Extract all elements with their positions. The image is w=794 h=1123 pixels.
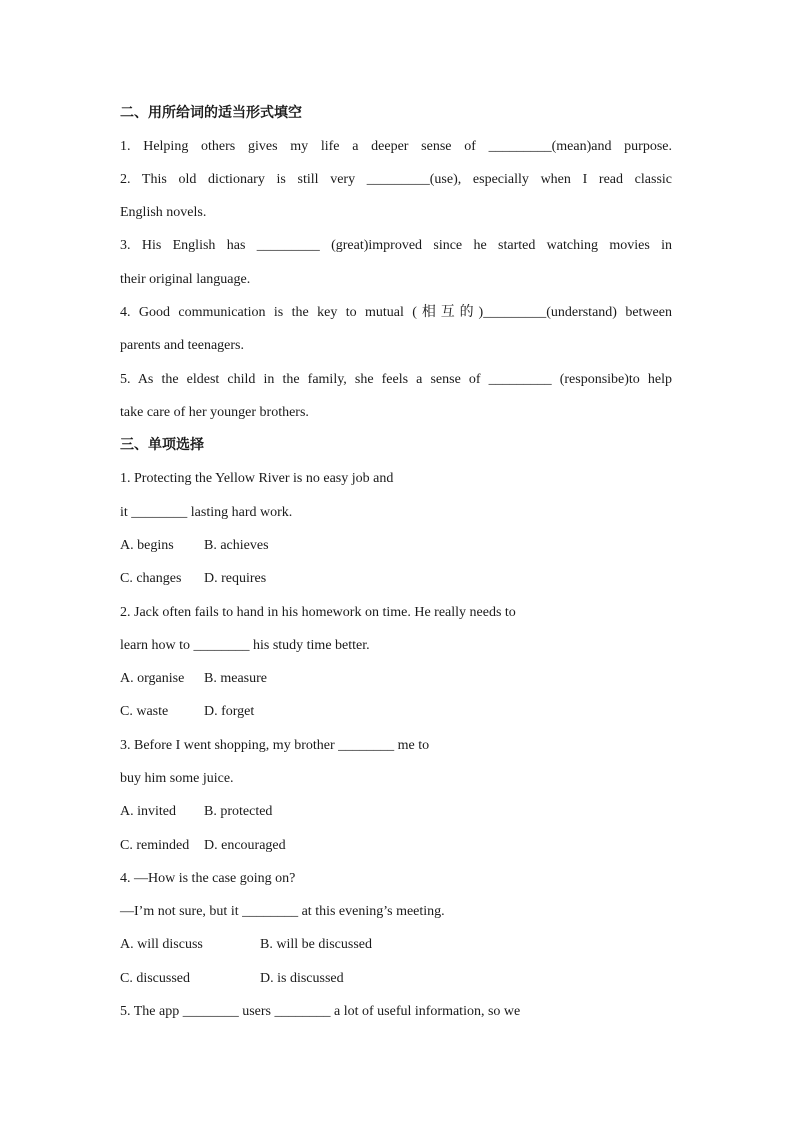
choice-question-2-option-a: A. organise <box>120 671 185 686</box>
section-heading-multiple-choice: 三、单项选择 <box>120 437 204 453</box>
choice-question-4-option-d: D. is discussed <box>260 971 344 986</box>
choice-question-1-option-d: D. requires <box>204 571 267 586</box>
choice-question-3-option-a: A. invited <box>120 804 176 819</box>
choice-question-4-option-c: C. discussed <box>120 971 190 986</box>
fill-question-3-line-2: their original language. <box>120 272 251 287</box>
choice-question-1-line-2: it ________ lasting hard work. <box>120 505 293 520</box>
fill-question-4-line-2: parents and teenagers. <box>120 338 244 353</box>
fill-question-5-line-1: 5. As the eldest child in the family, she feels a sense of _________ (responsibe)to help <box>120 372 672 387</box>
fill-question-4-line-1: 4. Good communication is the key to mutual (相互的)_________(understand) between <box>120 305 672 320</box>
choice-question-3-line-1: 3. Before I went shopping, my brother ________ me to <box>120 738 430 753</box>
fill-question-5-line-2: take care of her younger brothers. <box>120 405 309 420</box>
choice-question-2-line-2: learn how to ________ his study time better. <box>120 638 370 653</box>
fill-question-2-line-1: 2. This old dictionary is still very _________(use), especially when I read classic <box>120 172 672 187</box>
fill-question-3-line-1: 3. His English has _________ (great)improved since he started watching movies in <box>120 238 672 253</box>
choice-question-2-option-d: D. forget <box>204 704 255 719</box>
choice-question-3-option-c: C. reminded <box>120 838 190 853</box>
choice-question-1-option-b: B. achieves <box>204 538 269 553</box>
choice-question-3-line-2: buy him some juice. <box>120 771 234 786</box>
choice-question-5-line-1: 5. The app ________ users ________ a lot of useful information, so we <box>120 1004 521 1019</box>
choice-question-2-line-1: 2. Jack often fails to hand in his homework on time. He really needs to <box>120 605 516 620</box>
choice-question-3-option-b: B. protected <box>204 804 273 819</box>
choice-question-4-option-a: A. will discuss <box>120 937 203 952</box>
choice-question-2-option-b: B. measure <box>204 671 267 686</box>
fill-question-2-line-2: English novels. <box>120 205 207 220</box>
section-heading-fill-in: 二、用所给词的适当形式填空 <box>120 105 302 121</box>
choice-question-4-option-b: B. will be discussed <box>260 937 372 952</box>
choice-question-1-option-a: A. begins <box>120 538 174 553</box>
choice-question-4-line-1: 4. —How is the case going on? <box>120 871 296 886</box>
choice-question-2-option-c: C. waste <box>120 704 169 719</box>
choice-question-1-line-1: 1. Protecting the Yellow River is no easy job and <box>120 471 394 486</box>
fill-question-1: 1. Helping others gives my life a deeper sense of _________(mean)and purpose. <box>120 139 672 154</box>
choice-question-3-option-d: D. encouraged <box>204 838 286 853</box>
choice-question-1-option-c: C. changes <box>120 571 182 586</box>
choice-question-4-line-2: —I’m not sure, but it ________ at this evening’s meeting. <box>120 904 445 919</box>
